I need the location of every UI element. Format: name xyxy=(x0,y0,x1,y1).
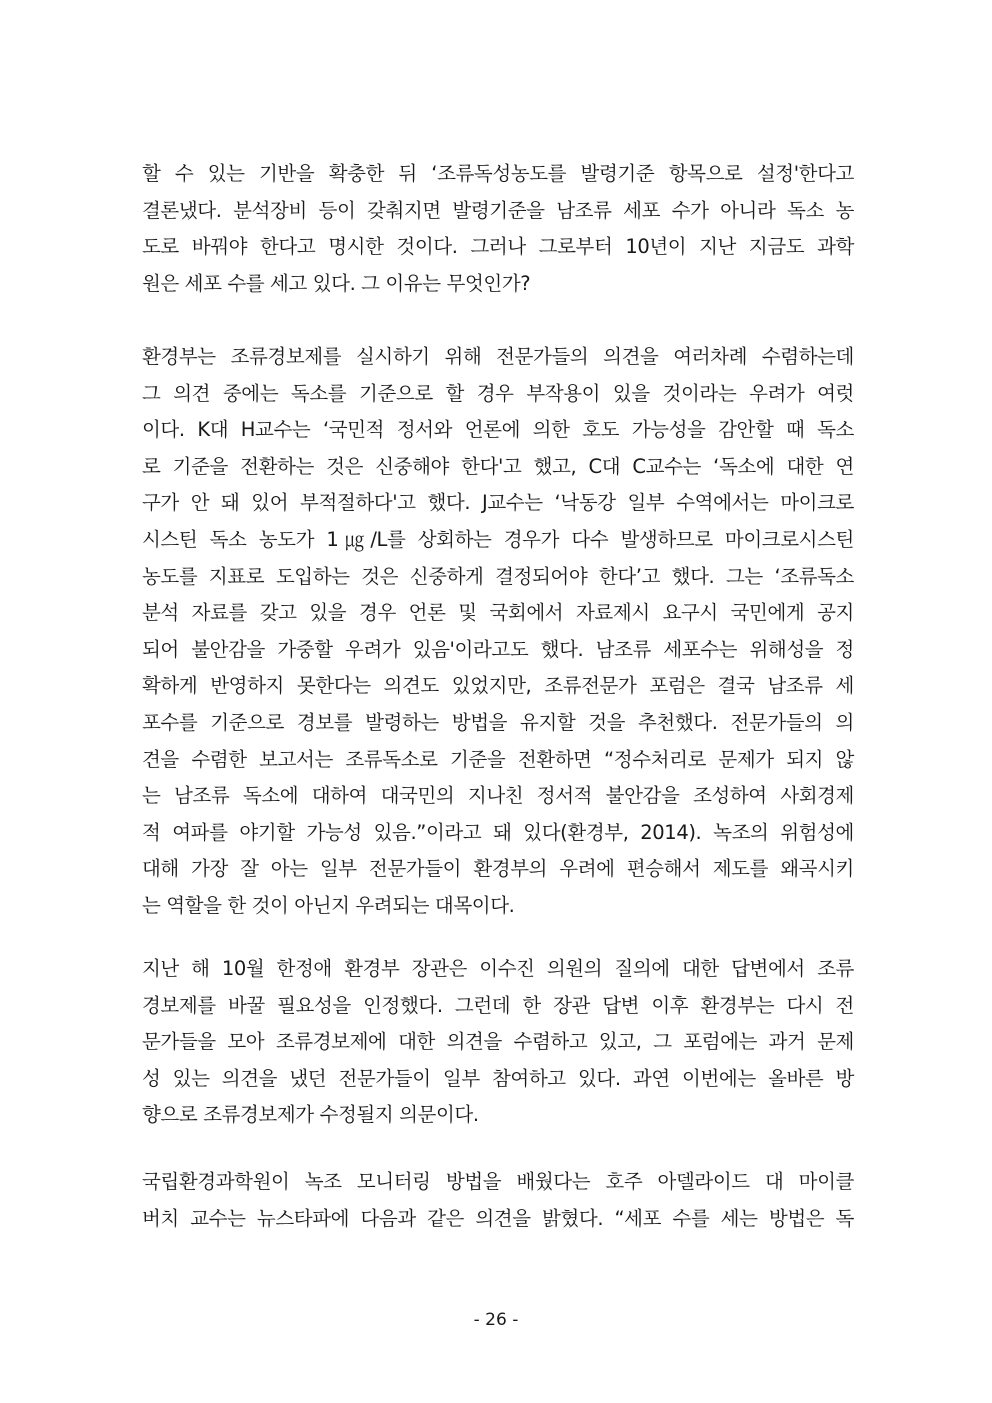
text-line: 확하게 반영하지 못한다는 의견도 있었지만, 조류전문가 포럼은 결국 남조류 세 xyxy=(142,674,854,698)
text-line: 로 기준을 전환하는 것은 신중해야 한다'고 했고, C대 C교수는 ‘독소에 대한 연 xyxy=(142,454,854,478)
text-line: 그 의견 중에는 독소를 기준으로 할 경우 부작용이 있을 것이라는 우려가 여럿 xyxy=(142,381,854,405)
text-line: 성 있는 의견을 냈던 전문가들이 일부 참여하고 있다. 과연 이번에는 올바른 방 xyxy=(142,1066,854,1090)
text-line: 문가들을 모아 조류경보제에 대한 의견을 수렴하고 있고, 그 포럼에는 과거 문제 xyxy=(142,1030,854,1054)
text-line: 환경부는 조류경보제를 실시하기 위해 전문가들의 의견을 여러차례 수렴하는데 xyxy=(142,345,854,368)
paragraph-1 xyxy=(142,156,854,302)
text-line: 는 남조류 독소에 대하여 대국민의 지나친 정서적 불안감을 조성하여 사회경제 xyxy=(142,784,854,808)
text-line: 할 수 있는 기반을 확충한 뒤 ‘조류독성농도를 발령기준 항목으로 설정'한다고 xyxy=(142,162,854,185)
text-line: 경보제를 바꿀 필요성을 인정했다. 그런데 한 장관 답변 이후 환경부는 다시 전 xyxy=(142,993,854,1017)
text-line: 결론냈다. 분석장비 등이 갖춰지면 발령기준을 남조류 세포 수가 아니라 독소 농 xyxy=(142,198,854,222)
text-line: 되어 불안감을 가중할 우려가 있음'이라고도 했다. 남조류 세포수는 위해성을 정 xyxy=(142,637,854,661)
text-line: 대해 가장 잘 아는 일부 전문가들이 환경부의 우려에 편승해서 제도를 왜곡시키 xyxy=(142,857,854,881)
text-line: 버치 교수는 뉴스타파에 다음과 같은 의견을 밝혔다. “세포 수를 세는 방법은 독 xyxy=(142,1206,854,1230)
text-line: 포수를 기준으로 경보를 발령하는 방법을 유지할 것을 추천했다. 전문가들의 의 xyxy=(142,710,854,734)
paragraph-2 xyxy=(142,339,854,925)
text-line: 이다. K대 H교수는 ‘국민적 정서와 언론에 의한 호도 가능성을 감안할 때 독소 xyxy=(142,418,854,442)
paragraph-4 xyxy=(142,1164,854,1237)
text-line: 도로 바꿔야 한다고 명시한 것이다. 그러나 그로부터 10년이 지난 지금도 과학 xyxy=(142,235,854,259)
text-line: 농도를 지표로 도입하는 것은 신중하게 결정되어야 한다’고 했다. 그는 ‘조류독소 xyxy=(142,564,854,588)
text-line: 국립환경과학원이 녹조 모니터링 방법을 배웠다는 호주 아델라이드 대 마이클 xyxy=(142,1170,854,1193)
text-line: 원은 세포 수를 세고 있다. 그 이유는 무엇인가? xyxy=(142,271,531,295)
page-number: - 26 - xyxy=(473,1310,519,1330)
text-line: 적 여파를 야기할 가능성 있음.”이라고 돼 있다(환경부, 2014). 녹조의 위험성에 xyxy=(142,820,854,844)
text-line: 견을 수렴한 보고서는 조류독소로 기준을 전환하면 “정수처리로 문제가 되지 않 xyxy=(142,747,854,771)
text-line: 구가 안 돼 있어 부적절하다'고 했다. J교수는 ‘낙동강 일부 수역에서는 마이크로 xyxy=(142,491,854,515)
text-line: 분석 자료를 갖고 있을 경우 언론 및 국회에서 자료제시 요구시 국민에게 공지 xyxy=(142,601,854,625)
text-line: 지난 해 10월 한정애 환경부 장관은 이수진 의원의 질의에 대한 답변에서 조류 xyxy=(142,957,854,980)
paragraph-3 xyxy=(142,951,854,1134)
text-line: 시스틴 독소 농도가 1㎍/L를 상회하는 경우가 다수 발생하므로 마이크로시스틴 xyxy=(142,527,854,551)
text-line: 는 역할을 한 것이 아닌지 우려되는 대목이다. xyxy=(142,893,515,917)
text-line: 향으로 조류경보제가 수정될지 의문이다. xyxy=(142,1103,479,1127)
